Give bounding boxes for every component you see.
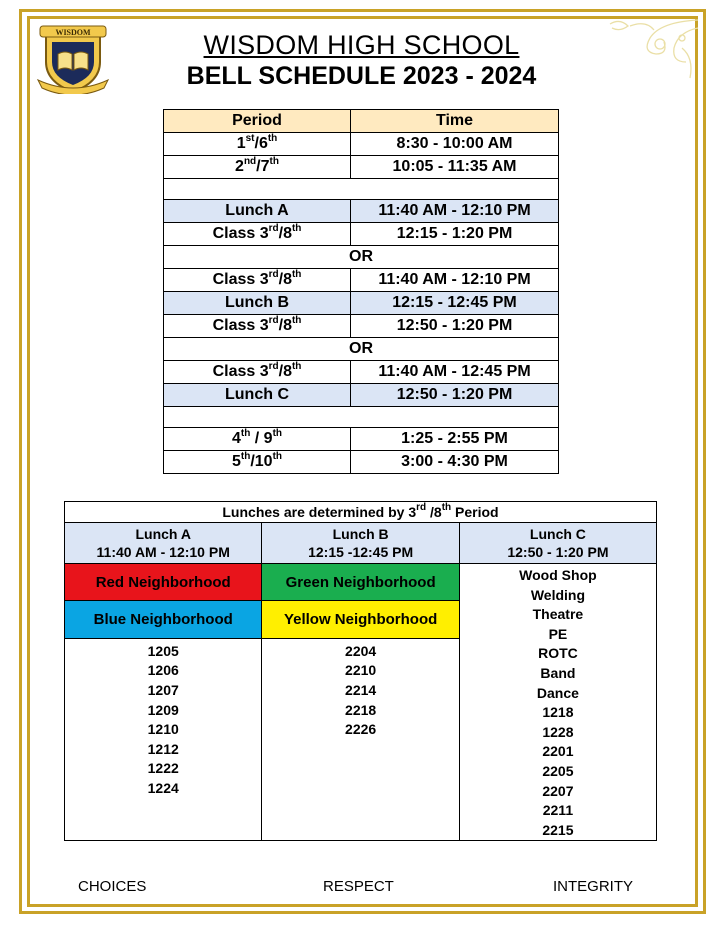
table-header-row [164, 110, 559, 133]
table-row [164, 292, 559, 315]
red-neighborhood-cell: Red Neighborhood [65, 564, 262, 601]
time-cell: 12:15 - 1:20 PM [351, 223, 559, 246]
spacer-row [164, 179, 559, 200]
lunch-b-rooms: 2204 2210 2214 2218 2226 [262, 638, 459, 840]
table-row [164, 156, 559, 179]
time-cell: 1:25 - 2:55 PM [351, 428, 559, 451]
table-row [164, 269, 559, 292]
period-cell: Lunch C [164, 384, 351, 407]
or-label: OR [164, 246, 559, 269]
or-label: OR [164, 338, 559, 361]
lunch-caption: Lunches are determined by 3rd /8th Period [65, 502, 657, 523]
caption-row [65, 502, 657, 523]
period-cell: Lunch B [164, 292, 351, 315]
spacer-row [164, 407, 559, 428]
lunch-c-list: Wood Shop Welding Theatre PE ROTC Band Dance 1218 1228 2201 2205 2207 2211 2215 [459, 564, 656, 841]
time-cell: 11:40 AM - 12:10 PM [351, 200, 559, 223]
lunch-c-header: Lunch C 12:50 - 1:20 PM [459, 523, 656, 564]
period-cell: Class 3rd/8th [164, 223, 351, 246]
lunch-a-rooms: 1205 1206 1207 1209 1210 1212 1222 1224 [65, 638, 262, 840]
neighborhood-row [65, 564, 657, 601]
footer-choices: CHOICES [78, 878, 147, 895]
or-row [164, 246, 559, 269]
period-cell: 5th/10th [164, 451, 351, 474]
time-cell: 10:05 - 11:35 AM [351, 156, 559, 179]
table-row [164, 384, 559, 407]
table-row [164, 451, 559, 474]
time-cell: 12:15 - 12:45 PM [351, 292, 559, 315]
period-cell: 4th / 9th [164, 428, 351, 451]
period-cell: Class 3rd/8th [164, 361, 351, 384]
period-cell: 2nd/7th [164, 156, 351, 179]
lunch-header-row [65, 523, 657, 564]
period-cell: Class 3rd/8th [164, 269, 351, 292]
footer-integrity: INTEGRITY [553, 878, 634, 895]
time-cell: 8:30 - 10:00 AM [351, 133, 559, 156]
period-cell: 1st/6th [164, 133, 351, 156]
lunch-a-header: Lunch A 11:40 AM - 12:10 PM [65, 523, 262, 564]
period-header: Period [164, 110, 351, 133]
logo-text: WISDOM [55, 28, 91, 37]
lunch-assignment-table [64, 501, 657, 841]
bell-schedule-table [163, 109, 559, 474]
footer-respect: RESPECT [323, 878, 394, 895]
school-name: WISDOM HIGH SCHOOL [203, 30, 520, 60]
schedule-title: BELL SCHEDULE 2023 - 2024 [186, 62, 537, 90]
or-row [164, 338, 559, 361]
time-cell: 12:50 - 1:20 PM [351, 315, 559, 338]
table-row [164, 428, 559, 451]
table-row [164, 223, 559, 246]
blue-neighborhood-cell: Blue Neighborhood [65, 601, 262, 638]
green-neighborhood-cell: Green Neighborhood [262, 564, 459, 601]
time-cell: 12:50 - 1:20 PM [351, 384, 559, 407]
time-header: Time [351, 110, 559, 133]
time-cell: 11:40 AM - 12:10 PM [351, 269, 559, 292]
table-row [164, 200, 559, 223]
table-row [164, 315, 559, 338]
time-cell: 11:40 AM - 12:45 PM [351, 361, 559, 384]
yellow-neighborhood-cell: Yellow Neighborhood [262, 601, 459, 638]
time-cell: 3:00 - 4:30 PM [351, 451, 559, 474]
table-row [164, 361, 559, 384]
period-cell: Lunch A [164, 200, 351, 223]
lunch-b-header: Lunch B 12:15 -12:45 PM [262, 523, 459, 564]
period-cell: Class 3rd/8th [164, 315, 351, 338]
table-row [164, 133, 559, 156]
